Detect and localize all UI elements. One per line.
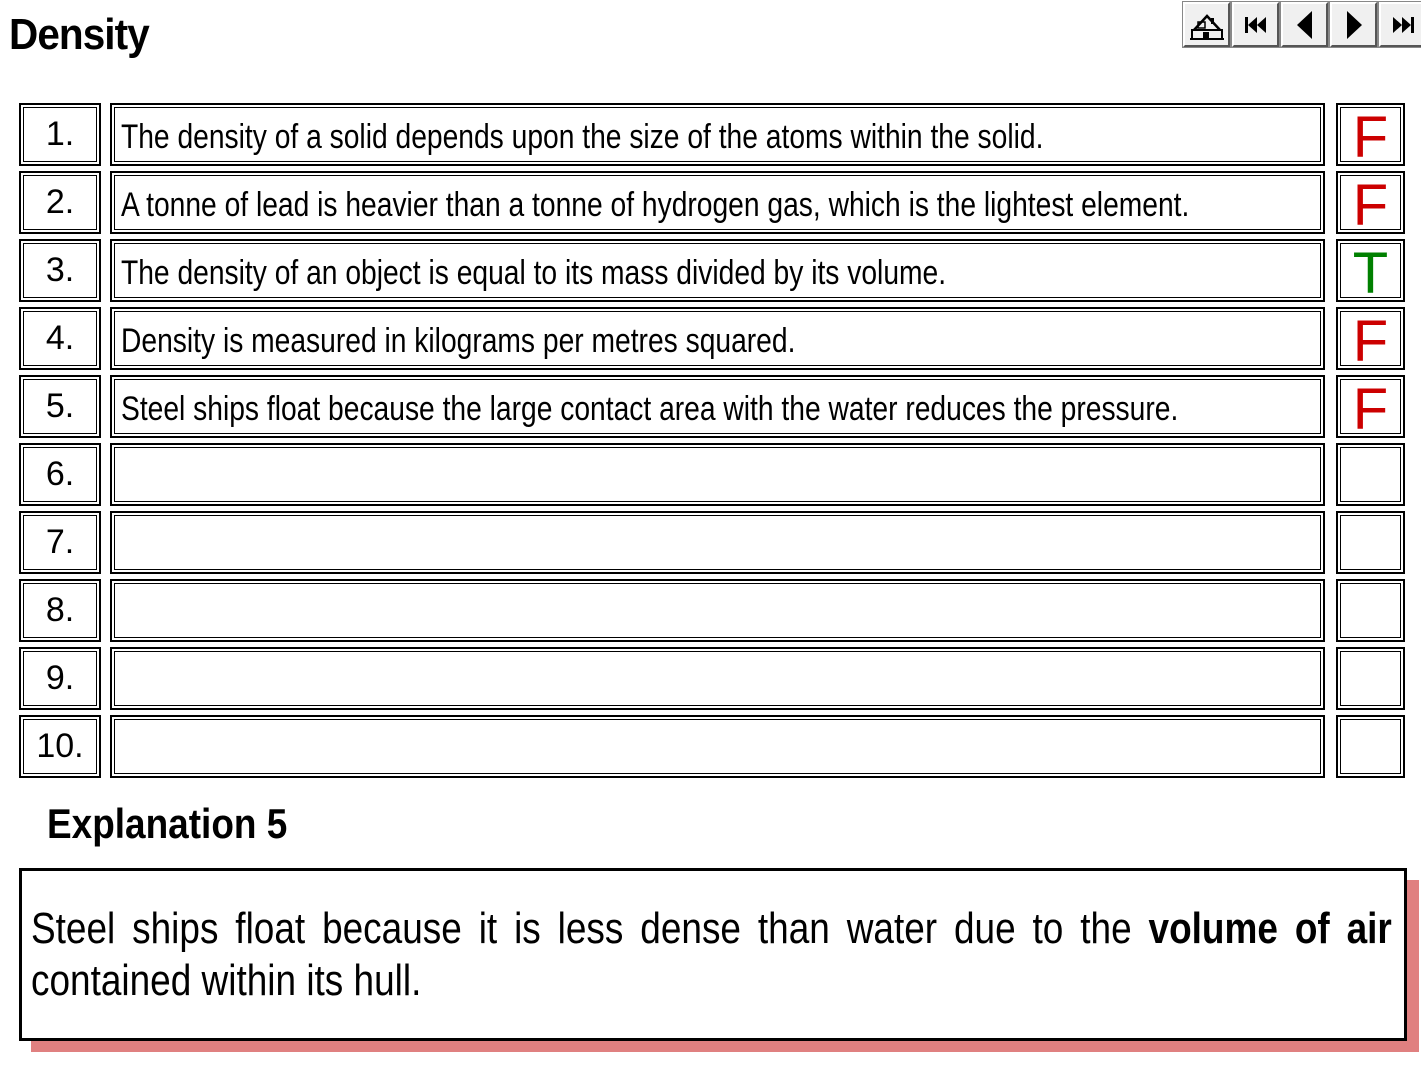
table-row <box>19 647 1405 710</box>
row-number: 8. <box>45 591 75 629</box>
navigation-toolbar <box>1183 2 1421 47</box>
previous-slide-button[interactable] <box>1281 2 1328 47</box>
answer-cell[interactable] <box>1336 171 1405 238</box>
next-slide-icon <box>1343 9 1365 41</box>
answer-mark: F <box>1352 105 1389 170</box>
statement-text: A tonne of lead is heavier than a tonne of hydrogen gas, which is the lightest element. <box>121 186 1190 224</box>
row-number: 7. <box>45 523 75 561</box>
row-number: 4. <box>45 319 75 357</box>
answer-cell[interactable] <box>1336 715 1405 778</box>
row-number-cell <box>19 647 101 710</box>
answer-cell[interactable] <box>1336 443 1405 506</box>
statement-cell[interactable] <box>110 647 1325 710</box>
table-row <box>19 171 1405 238</box>
last-slide-button[interactable] <box>1379 2 1421 47</box>
answer-mark: T <box>1352 241 1389 306</box>
answer-cell[interactable] <box>1336 239 1405 306</box>
explanation-text-after: contained within its hull. <box>31 956 422 1005</box>
row-number-cell <box>19 375 101 438</box>
answer-cell[interactable] <box>1336 375 1405 442</box>
statement-cell[interactable] <box>110 375 1325 438</box>
previous-slide-icon <box>1294 9 1316 41</box>
statement-cell[interactable] <box>110 511 1325 574</box>
table-row <box>19 715 1405 778</box>
home-button[interactable] <box>1183 2 1230 47</box>
statement-text: The density of a solid depends upon the size of the atoms within the solid. <box>121 118 1044 156</box>
last-slide-icon <box>1389 14 1417 36</box>
explanation-text-before: Steel ships float because it is less dense than water due to the <box>31 904 1149 953</box>
statement-cell[interactable] <box>110 579 1325 642</box>
answer-cell[interactable] <box>1336 511 1405 574</box>
explanation-text <box>31 903 1392 1007</box>
explanation-text-bold: volume of air <box>1148 904 1392 953</box>
row-number: 2. <box>45 183 75 221</box>
row-number-cell <box>19 103 101 166</box>
row-number-cell <box>19 307 101 370</box>
row-number: 6. <box>45 455 75 493</box>
statement-cell[interactable] <box>110 239 1325 302</box>
table-row <box>19 511 1405 574</box>
row-number-cell <box>19 239 101 302</box>
row-number: 9. <box>45 659 75 697</box>
answer-cell[interactable] <box>1336 647 1405 710</box>
row-number-cell <box>19 443 101 506</box>
row-number: 3. <box>45 251 75 289</box>
next-slide-button[interactable] <box>1330 2 1377 47</box>
statement-cell[interactable] <box>110 443 1325 506</box>
statement-cell[interactable] <box>110 103 1325 166</box>
row-number-cell <box>19 171 101 234</box>
answer-mark: F <box>1352 377 1389 442</box>
row-number: 5. <box>45 387 75 425</box>
first-slide-icon <box>1242 14 1270 36</box>
table-row <box>19 307 1405 374</box>
page-title: Density <box>9 10 149 59</box>
answer-cell[interactable] <box>1336 307 1405 374</box>
statement-text: The density of an object is equal to its mass divided by its volume. <box>121 254 947 292</box>
table-row <box>19 443 1405 506</box>
explanation-heading: Explanation 5 <box>47 800 288 847</box>
statement-cell[interactable] <box>110 171 1325 234</box>
table-row <box>19 579 1405 642</box>
row-number-cell <box>19 715 101 778</box>
table-row <box>19 239 1405 306</box>
statement-cell[interactable] <box>110 715 1325 778</box>
first-slide-button[interactable] <box>1232 2 1279 47</box>
home-icon <box>1189 8 1225 42</box>
answer-cell[interactable] <box>1336 103 1405 170</box>
table-row <box>19 103 1405 170</box>
row-number: 10. <box>36 727 84 765</box>
row-number-cell <box>19 579 101 642</box>
answer-mark: F <box>1352 309 1389 374</box>
table-row <box>19 375 1405 442</box>
statement-cell[interactable] <box>110 307 1325 370</box>
row-number: 1. <box>45 115 75 153</box>
statement-text: Steel ships float because the large contact area with the water reduces the pressure. <box>121 390 1179 428</box>
explanation-box <box>19 868 1407 1041</box>
row-number-cell <box>19 511 101 574</box>
statement-text: Density is measured in kilograms per metres squared. <box>121 322 796 360</box>
answer-cell[interactable] <box>1336 579 1405 642</box>
answer-mark: F <box>1352 173 1389 238</box>
